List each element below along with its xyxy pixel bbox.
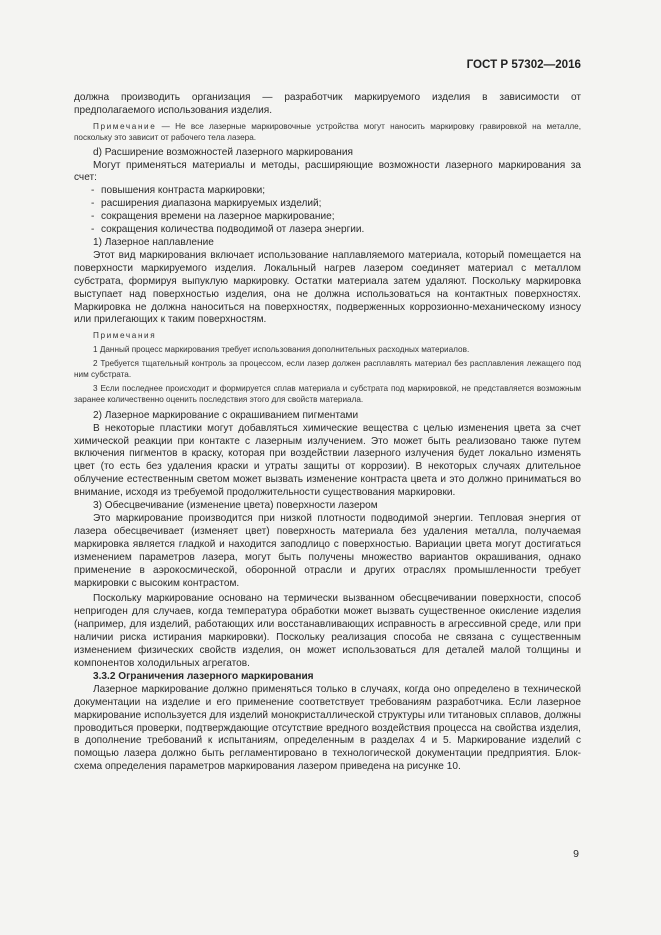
clause-3-3-2-heading: 3.3.2 Ограничения лазерного маркирования <box>93 670 314 682</box>
intro-paragraph: должна производить организация — разработчик маркируемого изделия в зависимости от предполагаемого использования изделия. <box>74 92 581 116</box>
subsection-3-heading: 3) Обесцвечивание (изменение цвета) поверхности лазером <box>93 500 378 512</box>
list-item: - сокращения времени на лазерное маркирование; <box>91 211 581 224</box>
section-d-intro: Могут применяться материалы и методы, расширяющие возможности лазерного маркирования за счет: <box>74 159 581 184</box>
notes-label: Примечания <box>93 331 157 341</box>
list-item: - повышения контраста маркировки; <box>91 185 581 198</box>
note-item: 2 Требуется тщательный контроль за процессом, если лазер должен расплавлять материал без расплавления лежащего под ним субстрата. <box>74 359 581 380</box>
note-item: 1 Данный процесс маркирования требует использования дополнительных расходных материалов. <box>93 345 470 355</box>
subsection-1-heading: 1) Лазерное наплавление <box>93 236 214 248</box>
document-number: ГОСТ Р 57302—2016 <box>466 58 581 71</box>
list-item: - расширения диапазона маркируемых изделий; <box>91 198 581 211</box>
section-d-list <box>74 185 581 237</box>
list-item: - сокращения количества подводимой от лазера энергии. <box>91 224 581 237</box>
clause-3-3-2-paragraph: Лазерное маркирование должно применяться только в случаях, когда оно определено в технической документации на изделие и его применение соответствует требованиям разработчика. Если лазерное маркирование используется для изделий монокристаллической структуры или титановых сплавов, должны проводиться проверки, подтверждающие отсутствие вредного воздействия процесса на свойства изделия, в дополнение требований к испытаниям, определенным в разделах 4 и 5. Маркирование изделий с помощью лазера должно быть регламентировано в технологической документации предприятия. Блок-схема определения параметров маркирования лазером приведена на рисунке 10. <box>74 683 581 773</box>
note-item: 3 Если последнее происходит и формируется сплав материала и субстрата под маркировкой, не представляется возможным заранее количественно оценить последствия этого для свойств материала. <box>74 383 581 404</box>
page-body <box>74 92 581 774</box>
subsection-1-paragraph: Этот вид маркирования включает использование наплавляемого материала, который помещается на поверхности маркируемого изделия. Локальный нагрев лазером соединяет материал с металлом субстрата, формируя выпуклую маркировку. Остатки материала затем удаляют. Поскольку маркировка выступает над поверхностью изделия, она не должна использоваться на контактных поверхностях. Маркировка не должна наноситься на поверхностях, подверженных коррозионно-механическому износу или прилегающих к таким поверхностям. <box>74 249 581 326</box>
section-d-heading: d) Расширение возможностей лазерного маркирования <box>93 146 353 158</box>
note-1 <box>74 122 581 144</box>
subsection-3-paragraph-b: Поскольку маркирование основано на термически вызванном обесцвечивании поверхности, способ непригоден для случаев, когда температура обработки может вызвать существенное окисление изделия (например, для изделий, работающих или восстанавливающих исправность в агрессивной среде, или при наличии риска истирания маркировки). Поскольку реализация способа не связана с существенным изменением физических свойств изделия, он может использоваться для деталей малой толщины и компонентов холодильных агрегатов. <box>74 593 581 669</box>
subsection-2-paragraph: В некоторые пластики могут добавляться химические вещества с целью изменения цвета за счет химической реакции при контакте с лазерным излучением. Это может быть реализовано также путем включения пигментов в краску, которая при воздействии лазерного излучения будет локально изменять цвет (то есть без удаления краски и утраты защиты от коррозии). В некоторых случаях длительное облучение естественным светом может вызвать изменение контраста цвета и это должно приниматься во внимание, исходя из требуемой продолжительности существования маркировки. <box>74 422 581 499</box>
note-text: — Не все лазерные маркировочные устройства могут наносить маркировку гравировкой на металле, поскольку это зависит от рабочего тела лазера. <box>74 121 581 142</box>
page-number: 9 <box>573 848 579 860</box>
note-label: Примечание <box>93 121 157 131</box>
subsection-3-paragraph-a: Это маркирование производится при низкой плотности подводимой энергии. Тепловая энергия от лазера обесцвечивает (изменяет цвет) поверхность материала без удаления металла, получаемая маркировка является гладкой и находится заподлицо с поверхностью. Вариации цвета могут достигаться изменением параметров лазера, могут быть получены множество вариантов окрашивания, однако применение в аэрокосмической, оборонной отрасли и других отраслях промышленности требует маркировки с высоким контрастом. <box>74 513 581 589</box>
subsection-2-heading: 2) Лазерное маркирование с окрашиванием пигментами <box>93 409 359 421</box>
